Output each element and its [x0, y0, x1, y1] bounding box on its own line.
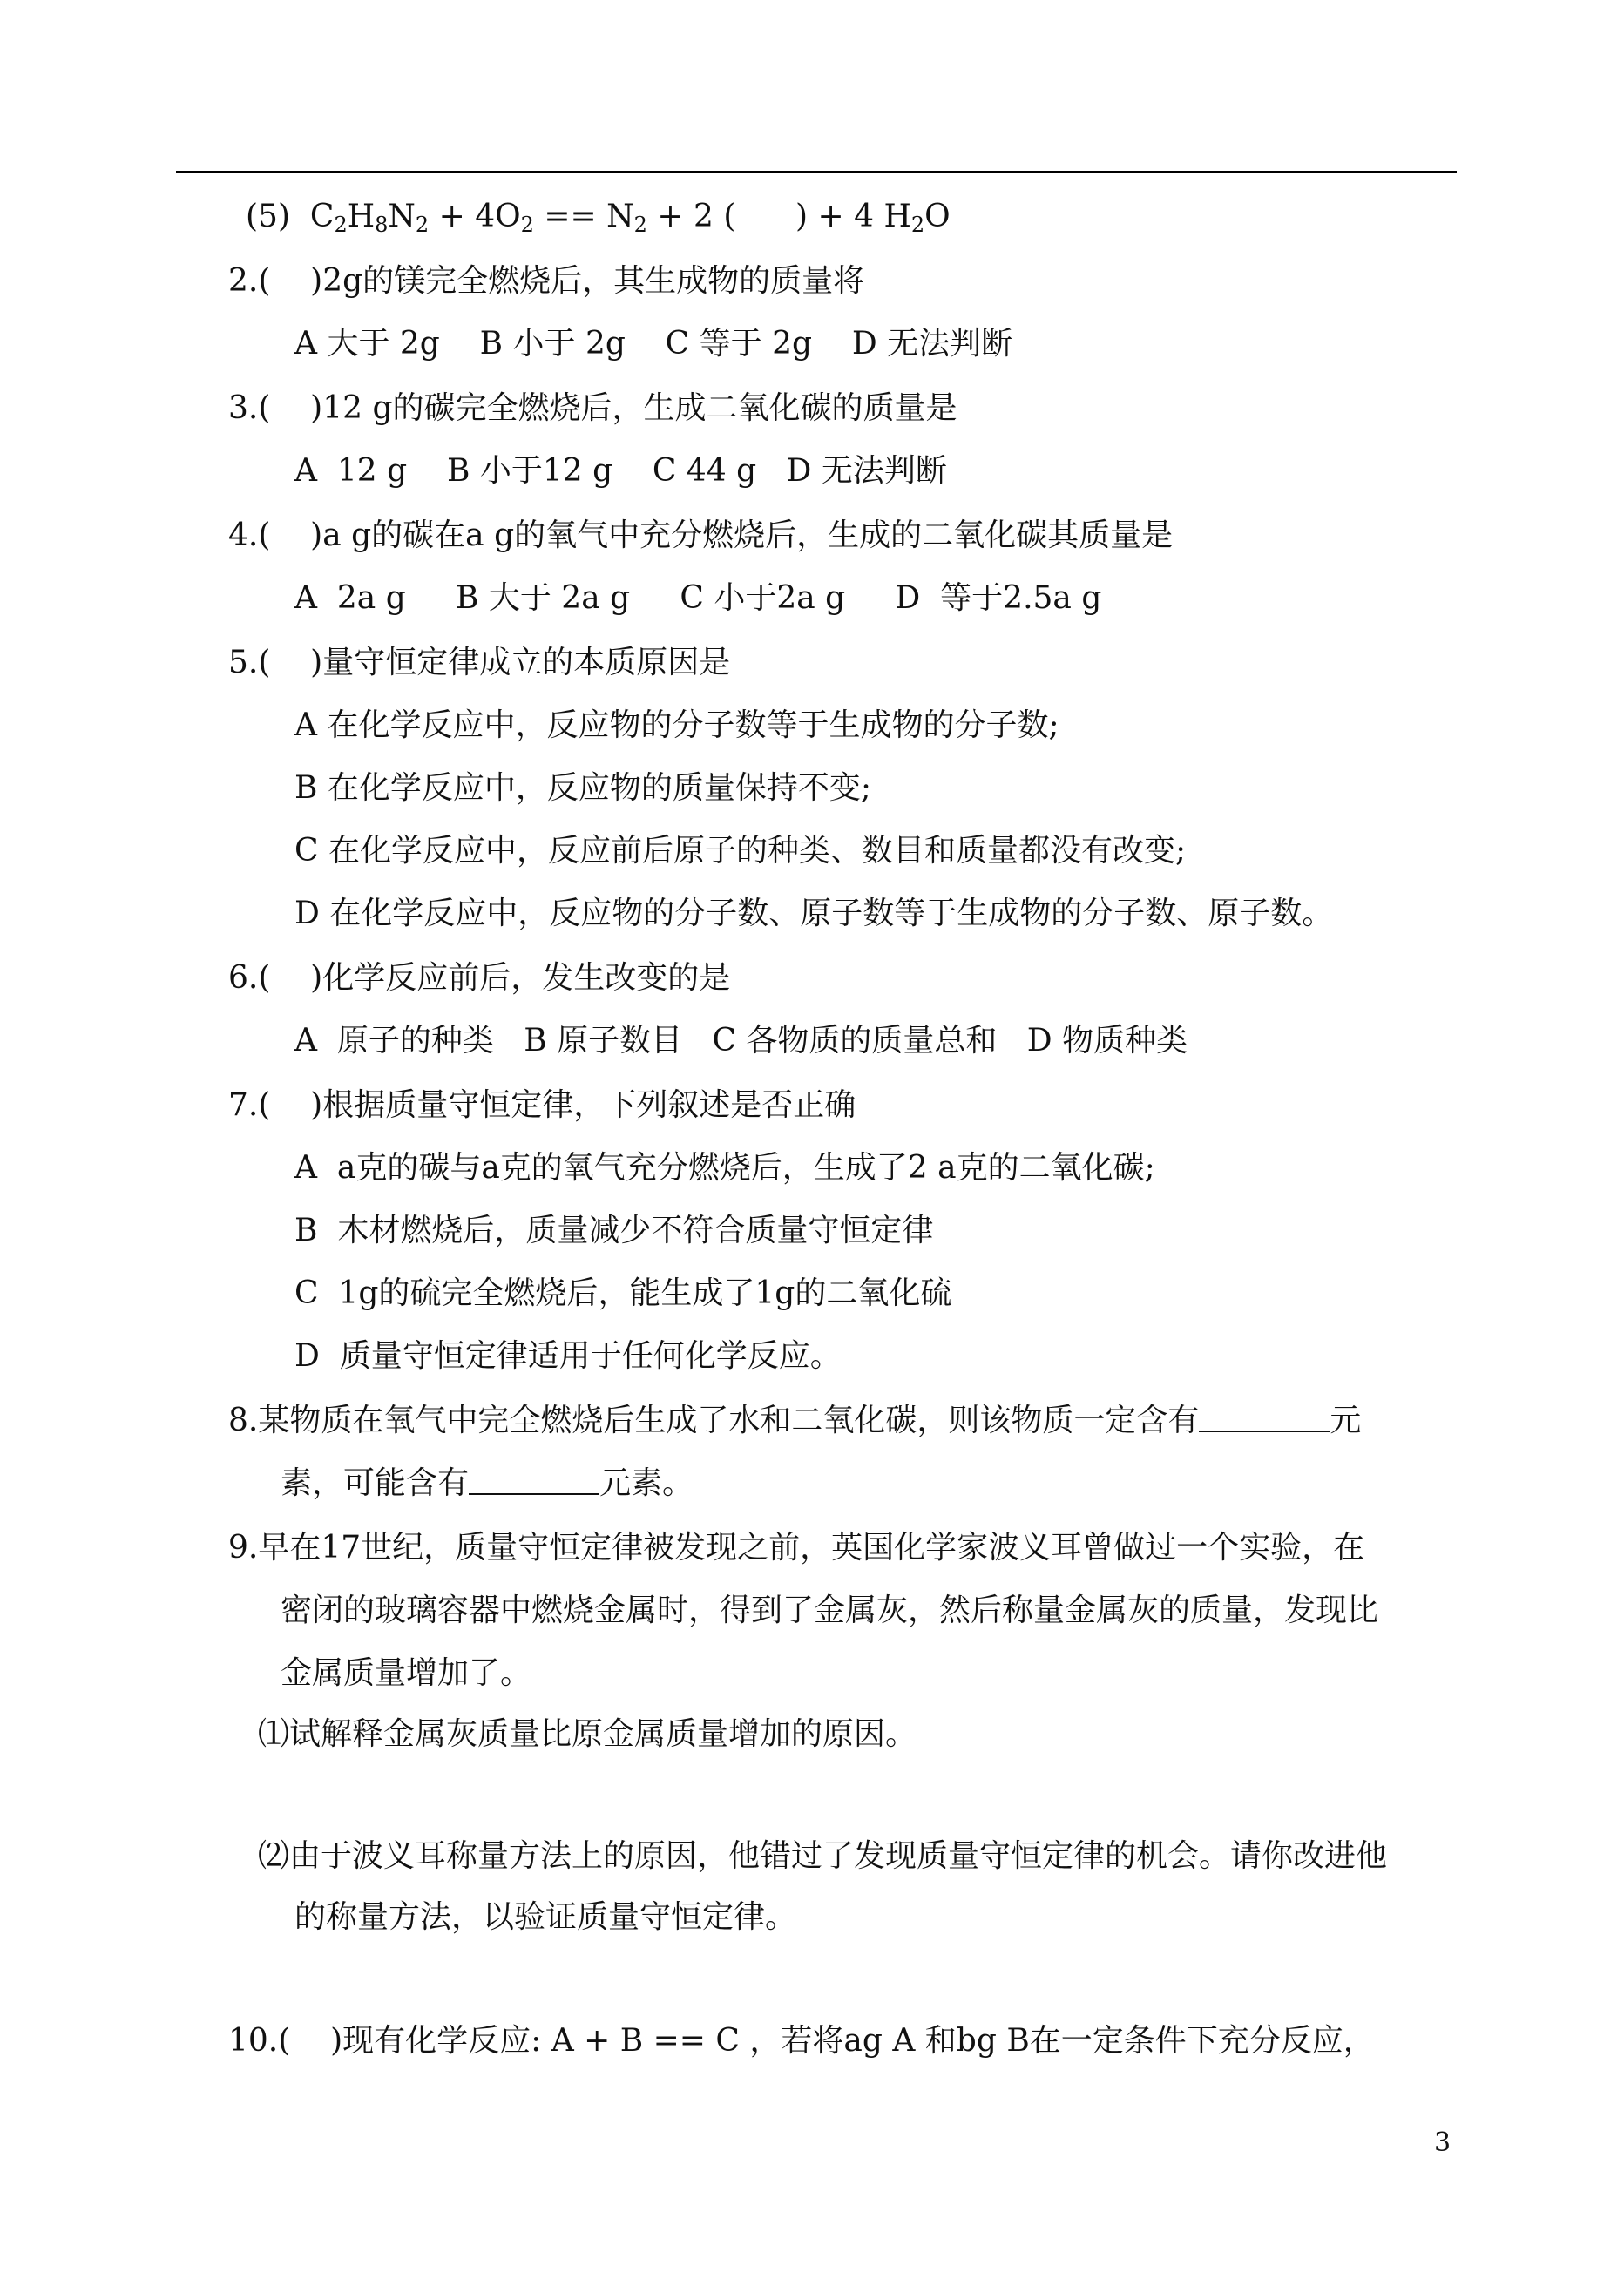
question-5-option-d: D 在化学反应中，反应物的分子数、原子数等于生成物的分子数、原子数。	[294, 896, 1334, 931]
question-9-line-2: 密闭的玻璃容器中燃烧金属时，得到了金属灰，然后称量金属灰的质量，发现比	[281, 1593, 1379, 1628]
answer-blank[interactable]	[1199, 1404, 1330, 1432]
question-4: 4.( )a g的碳在a g的氧气中充分燃烧后，生成的二氧化碳其质量是	[228, 517, 1174, 553]
equation-number: (5)	[246, 199, 290, 234]
question-7: 7.( )根据质量守恒定律，下列叙述是否正确	[228, 1087, 856, 1123]
question-9-part-1: ⑴试解释金属灰质量比原金属质量增加的原因。	[258, 1716, 917, 1752]
question-7-option-c: C 1g的硫完全燃烧后，能生成了1g的二氧化硫	[294, 1275, 952, 1311]
question-9-part-2-line-1: ⑵由于波义耳称量方法上的原因，他错过了发现质量守恒定律的机会。请你改进他	[258, 1838, 1388, 1874]
equation-5: (5) $C_2H_8N_2 + 4O_2 == N_2 + 2$ ( ) + 4 $H_2O$	[246, 199, 951, 237]
question-5: 5.( )量守恒定律成立的本质原因是	[228, 645, 731, 680]
question-9-line-1: 9.早在17世纪，质量守恒定律被发现之前，英国化学家波义耳曾做过一个实验，在	[228, 1530, 1365, 1566]
question-9-part-2-line-2: 的称量方法，以验证质量守恒定律。	[294, 1899, 797, 1935]
question-3: 3.( )12 g的碳完全燃烧后，生成二氧化碳的质量是	[228, 390, 957, 426]
question-5-option-c: C 在化学反应中，反应前后原子的种类、数目和质量都没有改变;	[294, 833, 1187, 869]
question-7-option-a: A a克的碳与a克的氧气充分燃烧后，生成了2 a克的二氧化碳;	[294, 1150, 1155, 1186]
answer-blank[interactable]	[469, 1467, 599, 1495]
header-rule	[176, 171, 1457, 173]
question-3-options: A 12 g B 小于12 g C 44 g D 无法判断	[294, 453, 947, 489]
question-5-option-a: A 在化学反应中，反应物的分子数等于生成物的分子数;	[294, 707, 1059, 743]
question-5-option-b: B 在化学反应中，反应物的质量保持不变;	[294, 770, 872, 806]
question-4-options: A 2a g B 大于 2a g C 小于2a g D 等于2.5a g	[294, 580, 1102, 616]
question-7-option-d: D 质量守恒定律适用于任何化学反应。	[294, 1338, 842, 1374]
question-2-options: A 大于 2g B 小于 2g C 等于 2g D 无法判断	[294, 326, 1013, 362]
page-number: 3	[1434, 2127, 1451, 2158]
question-2: 2.( )2g的镁完全燃烧后，其生成物的质量将	[228, 263, 865, 299]
question-10: 10.( )现有化学反应: A + B == C ，若将ag A 和bg B在一定条件下充分反应，	[228, 2023, 1375, 2059]
question-6: 6.( )化学反应前后，发生改变的是	[228, 960, 731, 996]
question-7-option-b: B 木材燃烧后，质量减少不符合质量守恒定律	[294, 1213, 934, 1248]
question-8-line-2: 素，可能含有 元素。	[281, 1465, 694, 1501]
question-9-line-3: 金属质量增加了。	[281, 1655, 532, 1691]
question-8-line-1: 8.某物质在氧气中完全燃烧后生成了水和二氧化碳，则该物质一定含有 元	[228, 1403, 1362, 1438]
question-6-options: A 原子的种类 B 原子数目 C 各物质的质量总和 D 物质种类	[294, 1023, 1188, 1059]
